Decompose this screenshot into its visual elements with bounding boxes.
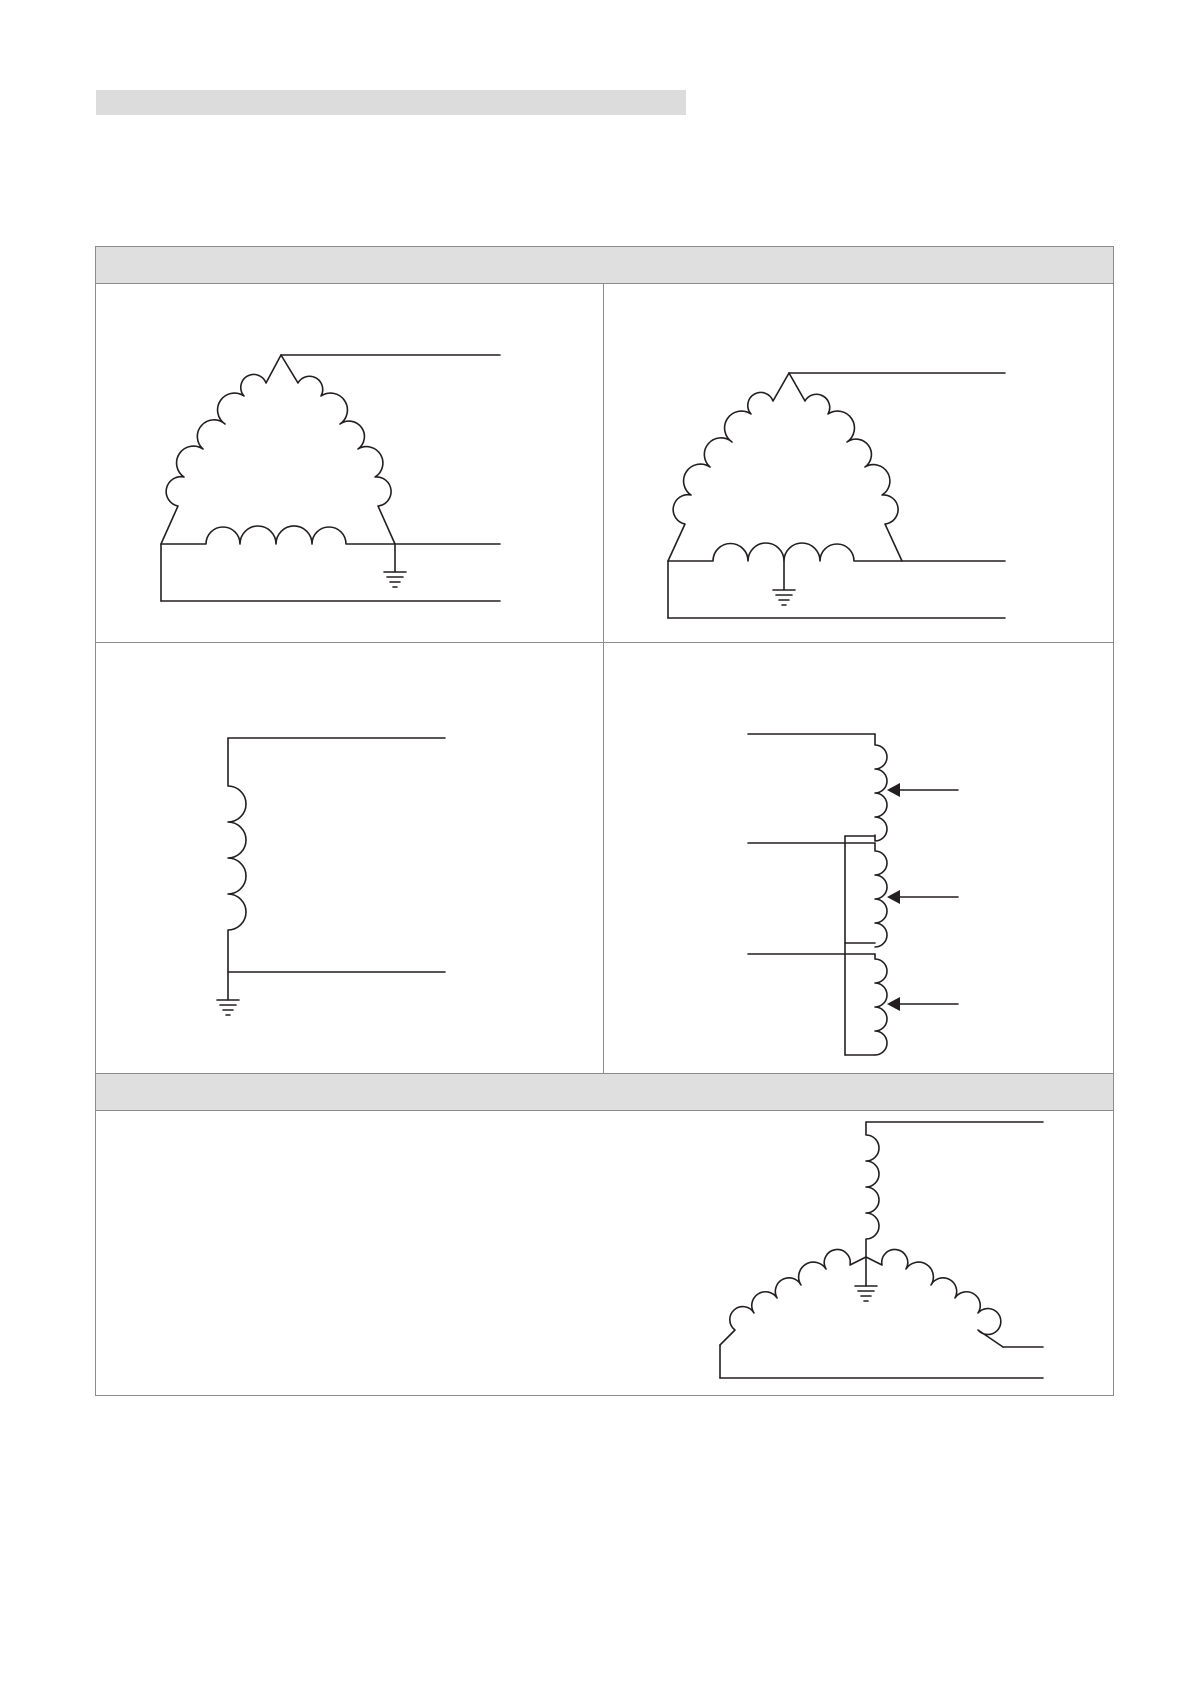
single-winding-grounded-diagram <box>217 738 445 1015</box>
delta-center-tap-diagram <box>668 373 1005 618</box>
arrowheads <box>887 783 900 1011</box>
wye-grounded-diagram <box>720 1122 1043 1378</box>
delta-corner-grounded-diagram <box>161 355 500 601</box>
three-windings-diagram <box>748 734 958 1055</box>
